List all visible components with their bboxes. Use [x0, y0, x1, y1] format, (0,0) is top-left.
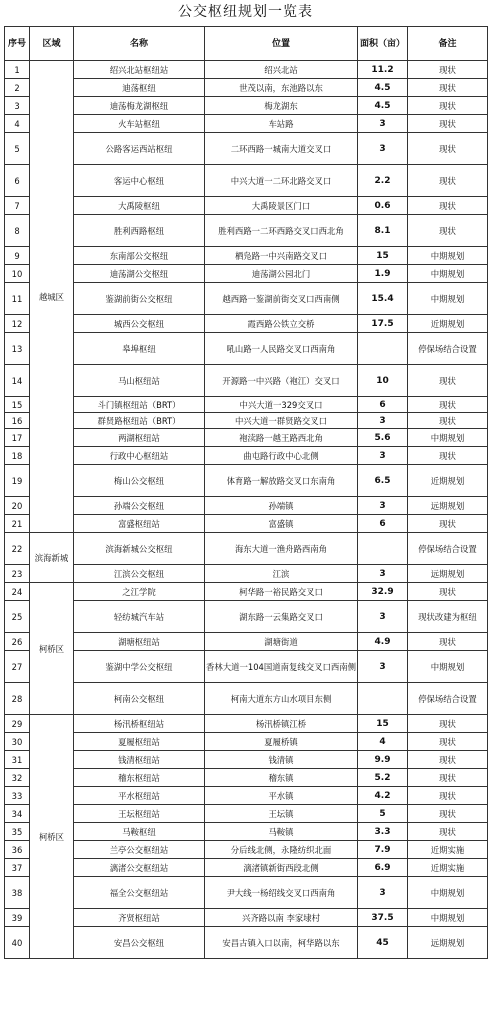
hub-location: 大禹陵景区门口: [205, 197, 358, 215]
hub-location: 平水镇: [205, 787, 358, 805]
row-number: 11: [5, 283, 30, 315]
table-row: [5, 651, 488, 683]
table-row: [5, 133, 488, 165]
row-number: 27: [5, 651, 30, 683]
hub-name: 火车站枢纽: [74, 115, 205, 133]
row-number: 12: [5, 315, 30, 333]
hub-area: 3: [358, 565, 408, 583]
table-row: [5, 265, 488, 283]
hub-name: 马山枢纽站: [74, 365, 205, 397]
hub-note: 中期规划: [408, 283, 488, 315]
district-cell: 滨海新城: [30, 533, 74, 583]
header-district: 区域: [30, 27, 74, 61]
table-row: [5, 315, 488, 333]
hub-area: 6: [358, 515, 408, 533]
hub-name: 迪荡枢纽: [74, 79, 205, 97]
row-number: 39: [5, 909, 30, 927]
hub-name: 公路客运西站枢纽: [74, 133, 205, 165]
hub-name: 鉴湖前街公交枢纽: [74, 283, 205, 315]
table-row: [5, 841, 488, 859]
hub-area: 2.2: [358, 165, 408, 197]
hub-note: 中期规划: [408, 265, 488, 283]
hub-name: 兰亭公交枢纽站: [74, 841, 205, 859]
hub-location: 二环西路一城南大道交叉口: [205, 133, 358, 165]
row-number: 19: [5, 465, 30, 497]
hub-note: 中期规划: [408, 429, 488, 447]
table-row: [5, 909, 488, 927]
hub-area: 3: [358, 497, 408, 515]
hub-note: 远期规划: [408, 565, 488, 583]
hub-name: 群贤路枢纽站（BRT）: [74, 413, 205, 429]
hub-note: 远期规划: [408, 927, 488, 959]
row-number: 32: [5, 769, 30, 787]
hub-area: 5: [358, 805, 408, 823]
hub-area: 4.5: [358, 79, 408, 97]
hub-area: [358, 683, 408, 715]
hub-location: 开源路一中兴路（袍江）交叉口: [205, 365, 358, 397]
hub-name: 之江学院: [74, 583, 205, 601]
hub-area: 4.5: [358, 97, 408, 115]
hub-area: 5.6: [358, 429, 408, 447]
hub-name: 大禹陵枢纽: [74, 197, 205, 215]
hub-area: 3: [358, 447, 408, 465]
row-number: 8: [5, 215, 30, 247]
row-number: 40: [5, 927, 30, 959]
hub-name: 皋埠枢纽: [74, 333, 205, 365]
hub-location: 中兴大道一329交叉口: [205, 397, 358, 413]
hub-name: 杨汛桥枢纽站: [74, 715, 205, 733]
hub-name: 富盛枢纽站: [74, 515, 205, 533]
hub-location: 分后线北侧，永隆纺织北面: [205, 841, 358, 859]
hub-area: 15: [358, 715, 408, 733]
hub-name: 福全公交枢纽站: [74, 877, 205, 909]
hub-location: 车站路: [205, 115, 358, 133]
row-number: 33: [5, 787, 30, 805]
hub-note: 远期规划: [408, 497, 488, 515]
hub-note: 现状: [408, 133, 488, 165]
table-row: [5, 465, 488, 497]
hub-name: 钱清枢纽站: [74, 751, 205, 769]
hub-location: 杨汛桥镇江桥: [205, 715, 358, 733]
header-area: 面积（亩）: [358, 27, 408, 61]
row-number: 31: [5, 751, 30, 769]
district-cell: 越城区: [30, 61, 74, 533]
header-name: 名称: [74, 27, 205, 61]
row-number: 25: [5, 601, 30, 633]
hub-name: 绍兴北站枢纽站: [74, 61, 205, 79]
hub-name: 城西公交枢纽: [74, 315, 205, 333]
hub-area: 45: [358, 927, 408, 959]
row-number: 17: [5, 429, 30, 447]
row-number: 10: [5, 265, 30, 283]
hub-location: 迪荡湖公园北门: [205, 265, 358, 283]
row-number: 16: [5, 413, 30, 429]
table-row: [5, 61, 488, 79]
row-number: 5: [5, 133, 30, 165]
hub-area: 8.1: [358, 215, 408, 247]
table-row: [5, 927, 488, 959]
hub-note: 现状: [408, 197, 488, 215]
hub-name: 平水枢纽站: [74, 787, 205, 805]
hub-note: 现状: [408, 715, 488, 733]
hub-area: 3: [358, 413, 408, 429]
hub-area: 5.2: [358, 769, 408, 787]
hub-location: 柯华路一裕民路交叉口: [205, 583, 358, 601]
hub-name: 梅山公交枢纽: [74, 465, 205, 497]
header-location: 位置: [205, 27, 358, 61]
hub-location: 中兴大道一群贤路交叉口: [205, 413, 358, 429]
table-row: [5, 413, 488, 429]
hub-note: 现状: [408, 61, 488, 79]
table-row: [5, 877, 488, 909]
row-number: 37: [5, 859, 30, 877]
hub-area: 11.2: [358, 61, 408, 79]
hub-note: 停保场结合设置: [408, 533, 488, 565]
hub-location: 湖塘街道: [205, 633, 358, 651]
hub-note: 中期规划: [408, 877, 488, 909]
hub-note: 现状: [408, 787, 488, 805]
hub-location: 马鞍镇: [205, 823, 358, 841]
table-row: [5, 601, 488, 633]
table-row: [5, 79, 488, 97]
hub-name: 柯南公交枢纽: [74, 683, 205, 715]
table-body: [5, 61, 488, 959]
hub-name: 马鞍枢纽: [74, 823, 205, 841]
row-number: 21: [5, 515, 30, 533]
table-row: [5, 429, 488, 447]
hub-note: 现状: [408, 769, 488, 787]
table-row: [5, 769, 488, 787]
row-number: 1: [5, 61, 30, 79]
row-number: 34: [5, 805, 30, 823]
hub-name: 轻纺城汽车站: [74, 601, 205, 633]
hub-location: 体育路一解放路交叉口东南角: [205, 465, 358, 497]
hub-name: 斗门镇枢纽站（BRT）: [74, 397, 205, 413]
hub-note: 现状: [408, 215, 488, 247]
hub-location: 江滨: [205, 565, 358, 583]
hub-name: 孙端公交枢纽: [74, 497, 205, 515]
hub-location: 袍渎路一越王路西北角: [205, 429, 358, 447]
hub-note: 现状改建为枢纽: [408, 601, 488, 633]
hub-name: 江滨公交枢纽: [74, 565, 205, 583]
hub-area: 3: [358, 651, 408, 683]
hub-name: 迪荡梅龙湖枢纽: [74, 97, 205, 115]
row-number: 15: [5, 397, 30, 413]
hub-location: 胜利西路一二环西路交叉口西北角: [205, 215, 358, 247]
hub-area: 10: [358, 365, 408, 397]
table-row: [5, 751, 488, 769]
district-cell: 柯桥区: [30, 715, 74, 959]
table-row: [5, 365, 488, 397]
hub-note: 现状: [408, 823, 488, 841]
hub-location: 孙端镇: [205, 497, 358, 515]
row-number: 23: [5, 565, 30, 583]
row-number: 26: [5, 633, 30, 651]
hub-name: 齐贤枢纽站: [74, 909, 205, 927]
hub-area: 37.5: [358, 909, 408, 927]
row-number: 7: [5, 197, 30, 215]
hub-area: 17.5: [358, 315, 408, 333]
hub-area: [358, 333, 408, 365]
hub-name: 漓渚公交枢纽站: [74, 859, 205, 877]
hub-name: 滨海新城公交枢纽: [74, 533, 205, 565]
row-number: 9: [5, 247, 30, 265]
table-row: [5, 633, 488, 651]
hub-location: 湖东路一云集路交叉口: [205, 601, 358, 633]
hub-area: [358, 533, 408, 565]
hub-location: 尹大线一杨绍线交叉口西南角: [205, 877, 358, 909]
hub-area: 3: [358, 133, 408, 165]
hub-location: 世茂以南，东池路以东: [205, 79, 358, 97]
hub-note: 现状: [408, 751, 488, 769]
hub-area: 7.9: [358, 841, 408, 859]
hub-note: 中期规划: [408, 909, 488, 927]
table-row: [5, 165, 488, 197]
row-number: 24: [5, 583, 30, 601]
hub-location: 夏履桥镇: [205, 733, 358, 751]
hub-note: 近期实施: [408, 841, 488, 859]
hub-area: 9.9: [358, 751, 408, 769]
table-row: [5, 283, 488, 315]
hub-area: 0.6: [358, 197, 408, 215]
hub-name: 两湖枢纽站: [74, 429, 205, 447]
hub-note: 近期实施: [408, 859, 488, 877]
district-cell: 柯桥区: [30, 583, 74, 715]
hub-area: 6: [358, 397, 408, 413]
table-row: [5, 447, 488, 465]
hub-name: 湖塘枢纽站: [74, 633, 205, 651]
hub-location: 中兴大道一二环北路交叉口: [205, 165, 358, 197]
hub-location: 安昌古镇入口以南，柯华路以东: [205, 927, 358, 959]
hub-note: 停保场结合设置: [408, 683, 488, 715]
hub-note: 近期规划: [408, 465, 488, 497]
hub-name: 稽东枢纽站: [74, 769, 205, 787]
table-row: [5, 583, 488, 601]
hub-note: 现状: [408, 805, 488, 823]
hub-location: 王坛镇: [205, 805, 358, 823]
hub-location: 栖凫路一中兴南路交叉口: [205, 247, 358, 265]
row-number: 35: [5, 823, 30, 841]
hub-note: 现状: [408, 397, 488, 413]
table-row: [5, 715, 488, 733]
header-row: [5, 27, 488, 61]
hub-name: 夏履枢纽站: [74, 733, 205, 751]
table-row: [5, 115, 488, 133]
table-row: [5, 497, 488, 515]
row-number: 2: [5, 79, 30, 97]
table-row: [5, 515, 488, 533]
hub-note: 现状: [408, 633, 488, 651]
header-seq: 序号: [5, 27, 30, 61]
hub-area: 15.4: [358, 283, 408, 315]
hub-note: 现状: [408, 413, 488, 429]
hub-area: 15: [358, 247, 408, 265]
table-row: [5, 397, 488, 413]
hub-location: 钱清镇: [205, 751, 358, 769]
hub-location: 曲屯路行政中心北侧: [205, 447, 358, 465]
table-row: [5, 805, 488, 823]
row-number: 20: [5, 497, 30, 515]
header-note: 备注: [408, 27, 488, 61]
hub-note: 现状: [408, 515, 488, 533]
hub-area: 6.5: [358, 465, 408, 497]
hub-area: 3: [358, 115, 408, 133]
hub-area: 6.9: [358, 859, 408, 877]
hub-note: 现状: [408, 447, 488, 465]
hub-name: 行政中心枢纽站: [74, 447, 205, 465]
table-row: [5, 97, 488, 115]
row-number: 30: [5, 733, 30, 751]
hub-location: 越西路一鉴湖前街交叉口西南侧: [205, 283, 358, 315]
table-row: [5, 565, 488, 583]
hub-note: 现状: [408, 79, 488, 97]
hub-note: 现状: [408, 365, 488, 397]
row-number: 38: [5, 877, 30, 909]
row-number: 3: [5, 97, 30, 115]
row-number: 14: [5, 365, 30, 397]
table-row: [5, 197, 488, 215]
hub-table: [4, 26, 488, 959]
table-row: [5, 787, 488, 805]
hub-note: 中期规划: [408, 247, 488, 265]
hub-name: 王坛枢纽站: [74, 805, 205, 823]
row-number: 18: [5, 447, 30, 465]
hub-location: 霞西路公铁立交桥: [205, 315, 358, 333]
hub-name: 客运中心枢纽: [74, 165, 205, 197]
table-row: [5, 215, 488, 247]
hub-area: 1.9: [358, 265, 408, 283]
hub-location: 兴齐路以南 李家埭村: [205, 909, 358, 927]
row-number: 22: [5, 533, 30, 565]
table-row: [5, 247, 488, 265]
hub-location: 漓渚镇新街西段北侧: [205, 859, 358, 877]
row-number: 13: [5, 333, 30, 365]
row-number: 29: [5, 715, 30, 733]
hub-note: 中期规划: [408, 651, 488, 683]
hub-location: 柯南大道东方山水项目东侧: [205, 683, 358, 715]
table-row: [5, 733, 488, 751]
page-title: 公交枢纽规划一览表: [178, 4, 313, 20]
table-row: [5, 823, 488, 841]
hub-area: 32.9: [358, 583, 408, 601]
row-number: 6: [5, 165, 30, 197]
hub-area: 4: [358, 733, 408, 751]
hub-location: 富盛镇: [205, 515, 358, 533]
hub-location: 绍兴北站: [205, 61, 358, 79]
row-number: 28: [5, 683, 30, 715]
hub-area: 3: [358, 877, 408, 909]
table-row: [5, 859, 488, 877]
table-row: [5, 333, 488, 365]
row-number: 4: [5, 115, 30, 133]
hub-note: 现状: [408, 583, 488, 601]
hub-name: 安昌公交枢纽: [74, 927, 205, 959]
hub-location: 稽东镇: [205, 769, 358, 787]
table-row: [5, 533, 488, 565]
hub-location: 梅龙湖东: [205, 97, 358, 115]
hub-name: 胜利西路枢纽: [74, 215, 205, 247]
hub-area: 3.3: [358, 823, 408, 841]
table-row: [5, 683, 488, 715]
hub-name: 东南部公交枢纽: [74, 247, 205, 265]
hub-name: 迪荡湖公交枢纽: [74, 265, 205, 283]
hub-note: 现状: [408, 165, 488, 197]
row-number: 36: [5, 841, 30, 859]
hub-area: 3: [358, 601, 408, 633]
hub-note: 近期规划: [408, 315, 488, 333]
hub-area: 4.2: [358, 787, 408, 805]
hub-name: 鉴湖中学公交枢纽: [74, 651, 205, 683]
hub-note: 现状: [408, 733, 488, 751]
hub-location: 吼山路一人民路交叉口西南角: [205, 333, 358, 365]
hub-note: 停保场结合设置: [408, 333, 488, 365]
hub-location: 香林大道一104国道南复线交叉口西南侧: [205, 651, 358, 683]
hub-location: 海东大道一渔舟路西南角: [205, 533, 358, 565]
hub-area: 4.9: [358, 633, 408, 651]
hub-note: 现状: [408, 115, 488, 133]
hub-note: 现状: [408, 97, 488, 115]
